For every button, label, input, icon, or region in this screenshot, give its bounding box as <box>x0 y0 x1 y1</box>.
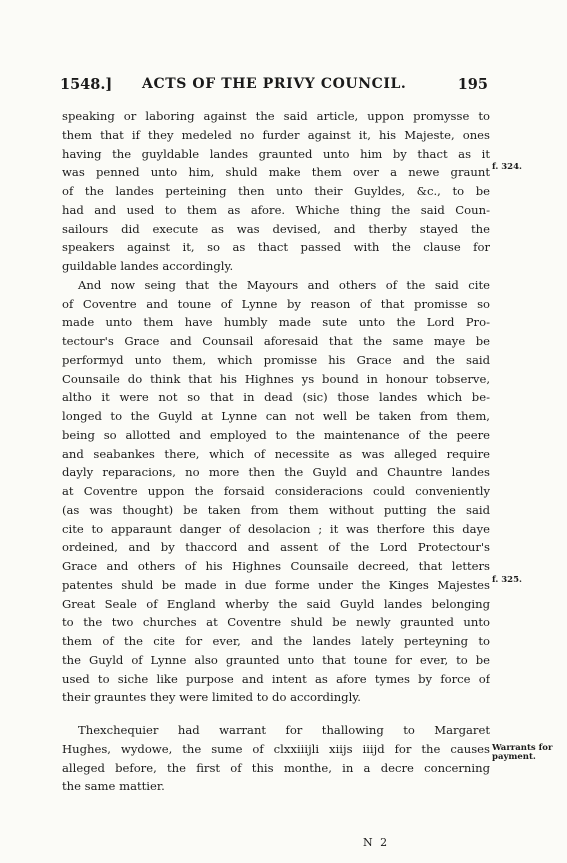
text-line: Grace and others of his Highnes Counsaile decreed, that letters <box>62 559 490 573</box>
margin-note-warrants-line2: payment. <box>492 752 536 762</box>
margin-note-warrants-line1: Warrants for <box>492 743 553 753</box>
text-line: had and used to them as afore. Whiche thing the said Coun- <box>62 202 490 217</box>
text-line: tectour's Grace and Counsail aforesaid that the same maye be <box>62 334 490 348</box>
text-line: performyd unto them, which promisse his Grace and the said <box>62 352 490 367</box>
text-line: ordeined, and by thaccord and assent of the Lord Protectour's <box>62 540 490 555</box>
text-line: was penned unto him, shuld make them over a newe graunt <box>62 165 490 180</box>
text-line: to the two churches at Coventre shuld be newly graunted unto <box>62 615 490 630</box>
text-line: sailours did execute as was devised, and therby stayed the <box>62 221 490 236</box>
paragraph <box>62 276 490 707</box>
margin-note-warrants <box>492 743 552 762</box>
text-line: dayly reparacions, no more then the Guyld and Chauntre landes <box>62 465 490 480</box>
text-line: cite to apparaunt danger of desolacion ; it was therfore this daye <box>62 521 490 536</box>
text-line: them that if they medeled no furder against it, his Majeste, ones <box>62 127 490 142</box>
header-title: ACTS OF THE PRIVY COUNCIL. <box>142 76 407 92</box>
text-line: Counsaile do think that his Highnes ys bound in honour tobserve, <box>62 371 490 386</box>
text-line: and seabankes there, which of necessite as was alleged require <box>62 446 490 461</box>
header-year: 1548.] <box>60 76 113 93</box>
text-line: of Coventre and toune of Lynne by reason of that promisse so <box>62 296 490 311</box>
text-line: longed to the Guyld at Lynne can not well be taken from them, <box>62 409 490 423</box>
text-line: speaking or laboring against the said article, uppon promysse to <box>62 109 490 123</box>
text-line: (as was thought) be taken from them without putting the said <box>62 502 490 517</box>
text-line: And now seing that the Mayours and others of the said cite <box>78 277 490 292</box>
text-line: being so allotted and employed to the maintenance of the peere <box>62 427 490 442</box>
text-line: guildable landes accordingly. <box>62 259 234 273</box>
text-line: them of the cite for ever, and the landes lately perteyning to <box>62 634 490 648</box>
text-line: Great Seale of England wherby the said Guyld landes belonging <box>62 596 490 611</box>
text-line: Hughes, wydowe, the sume of clxxiiijli xiijs iiijd for the causes <box>62 741 490 756</box>
text-line: speakers against it, so as thact passed with the clause for <box>62 240 490 255</box>
text-line: Thexchequier had warrant for thallowing to Margaret <box>78 723 490 737</box>
text-line: altho it were not so that in dead (sic) those landes which be- <box>62 390 490 405</box>
paragraph <box>62 107 490 276</box>
paragraph <box>62 721 490 796</box>
paragraph-gap <box>62 707 490 721</box>
page-number: 195 <box>457 76 488 93</box>
text-line: used to siche like purpose and intent as afore tymes by force of <box>62 671 490 686</box>
text-line: patentes shuld be made in due forme under the Kinges Majestes <box>62 577 490 592</box>
margin-note-folio-325: f. 325. <box>492 575 522 585</box>
text-line: the same mattier. <box>62 779 165 794</box>
text-line: the Guyld of Lynne also graunted unto that toune for ever, to be <box>62 652 490 667</box>
text-line: of the landes perteining then unto their Guyldes, &c., to be <box>62 184 490 198</box>
body-text <box>62 107 490 796</box>
text-line: their grauntes they were limited to do accordingly. <box>62 690 361 705</box>
running-header <box>60 76 488 98</box>
text-line: made unto them have humbly made sute unto the Lord Pro- <box>62 315 490 330</box>
text-line: at Coventre uppon the forsaid consideracions could conveniently <box>62 484 490 498</box>
signature-mark: N 2 <box>363 836 390 849</box>
text-line: having the guyldable landes graunted unto him by thact as it <box>62 146 490 161</box>
text-line: alleged before, the first of this monthe, in a decre concerning <box>62 760 490 775</box>
margin-note-folio-324: f. 324. <box>492 162 522 172</box>
